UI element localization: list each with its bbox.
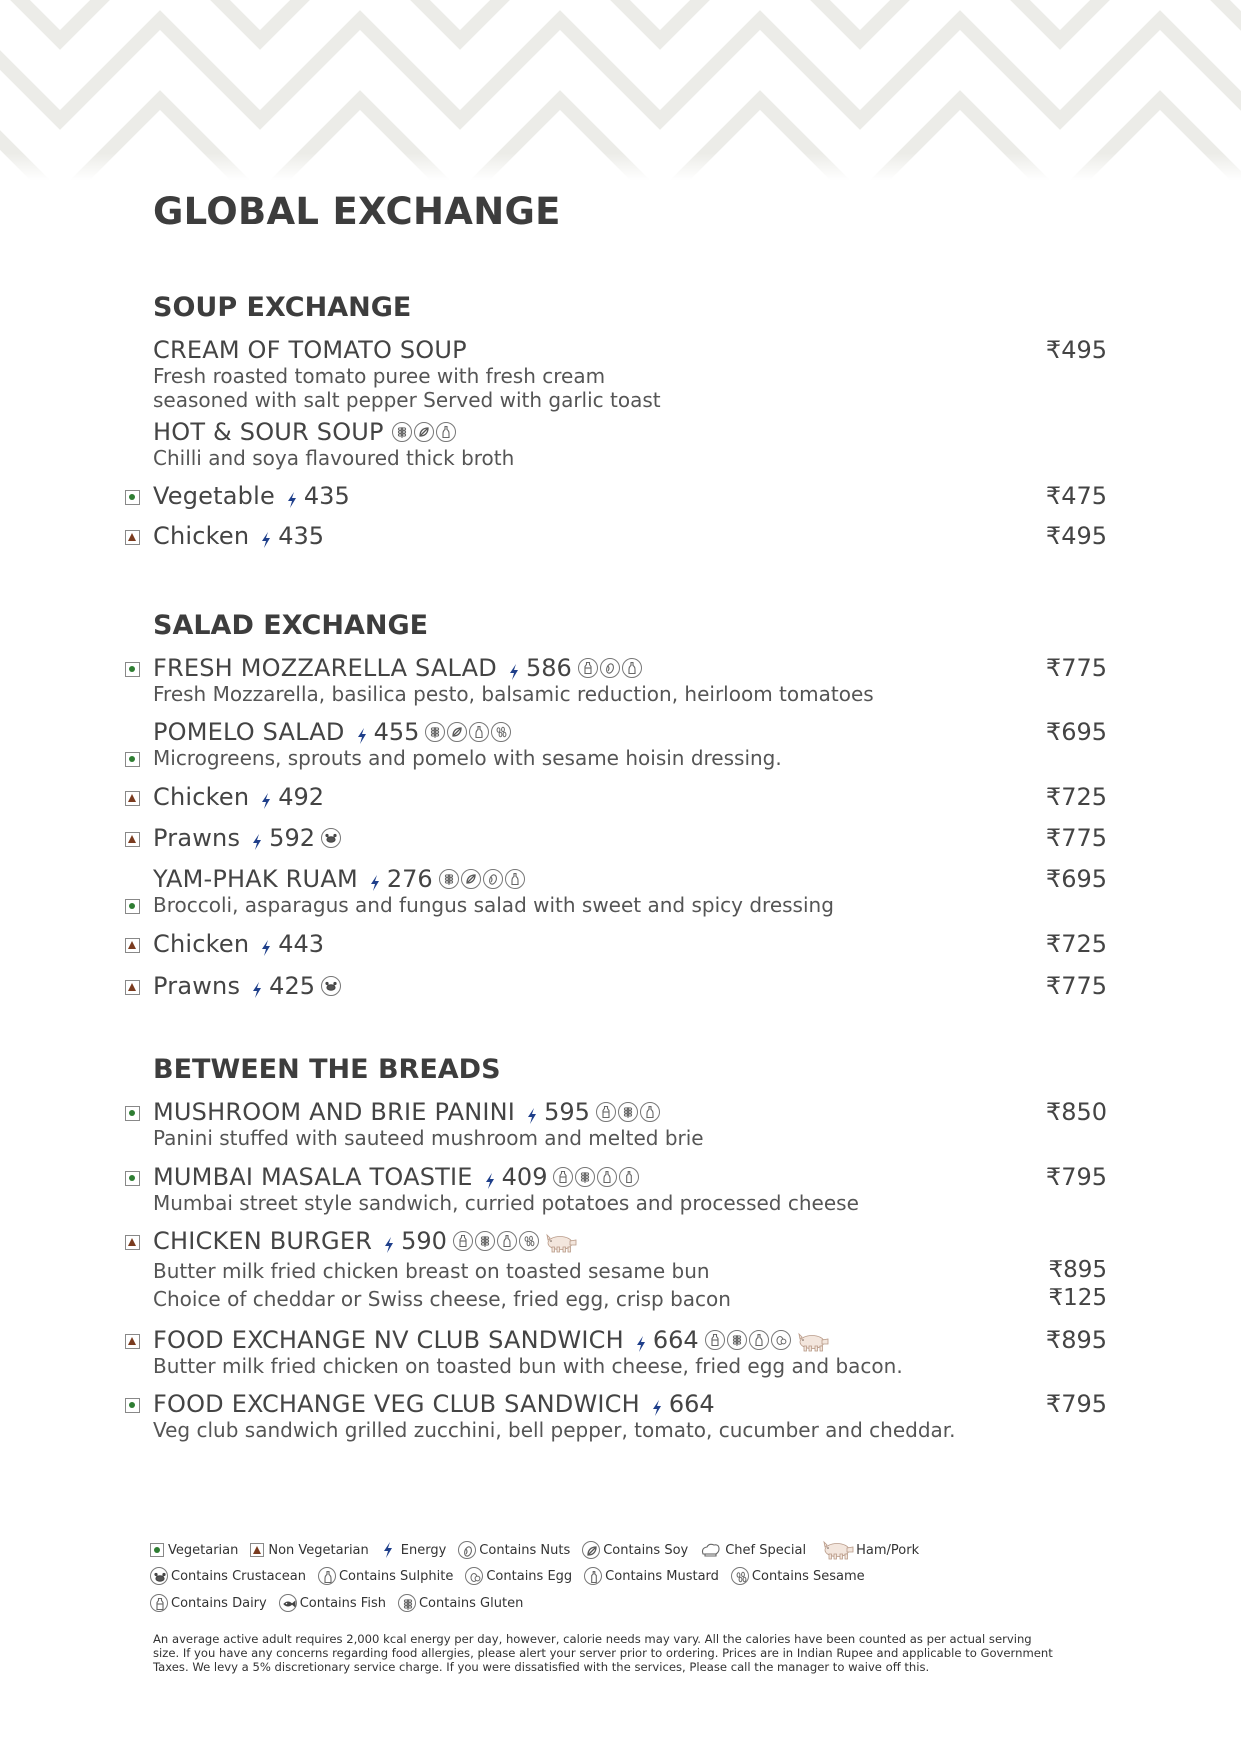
calorie-count: 435 xyxy=(303,482,350,510)
menu-item-price: ₹125 xyxy=(1048,1285,1107,1311)
crustacean-icon xyxy=(150,1567,168,1585)
non-veg-mark-icon xyxy=(125,832,140,847)
gluten-icon xyxy=(398,1594,416,1612)
calorie-count: 409 xyxy=(501,1163,548,1191)
menu-item-name: Chicken xyxy=(153,783,250,811)
egg-icon xyxy=(465,1567,483,1585)
section-title: BETWEEN THE BREADS xyxy=(153,1054,501,1085)
menu-item-price: ₹775 xyxy=(1045,824,1107,852)
legend-label: Contains Sesame xyxy=(751,1568,865,1584)
crustacean-icon xyxy=(321,828,341,848)
menu-item-price: ₹695 xyxy=(1045,718,1107,746)
calorie-count: 276 xyxy=(386,865,433,893)
gluten-icon xyxy=(727,1330,747,1350)
pork-icon xyxy=(820,1540,856,1560)
legend-label: Contains Egg xyxy=(486,1568,573,1584)
menu-item-name: MUMBAI MASALA TOASTIE xyxy=(153,1163,473,1191)
sesame-icon xyxy=(491,722,511,742)
sesame-icon xyxy=(731,1567,749,1585)
sulphite-icon xyxy=(640,1102,660,1122)
calorie-count: 443 xyxy=(278,930,325,958)
dairy-icon xyxy=(578,658,598,678)
legend-item xyxy=(250,1543,368,1558)
energy-icon xyxy=(525,1103,539,1121)
section-title: SALAD EXCHANGE xyxy=(153,610,429,641)
energy-icon xyxy=(381,1541,395,1559)
menu-item-price: ₹495 xyxy=(1045,522,1107,550)
sulphite-icon xyxy=(318,1567,336,1585)
fish-icon xyxy=(279,1594,297,1612)
legend-label: Non Vegetarian xyxy=(268,1542,369,1558)
legend-row xyxy=(150,1594,535,1612)
menu-item-description: Chilli and soya flavoured thick broth xyxy=(153,446,515,470)
veg-mark-icon xyxy=(125,899,140,914)
legend-item xyxy=(150,1543,238,1558)
sulphite-icon xyxy=(749,1330,769,1350)
legend-item xyxy=(318,1567,453,1585)
legend-item xyxy=(150,1594,267,1612)
sulphite-icon xyxy=(597,1167,617,1187)
veg-mark-icon xyxy=(125,1171,140,1186)
calorie-count: 586 xyxy=(525,654,572,682)
energy-icon xyxy=(650,1395,664,1413)
menu-item-name: Vegetable xyxy=(153,482,275,510)
gluten-icon xyxy=(475,1231,495,1251)
menu-item-price: ₹695 xyxy=(1045,865,1107,893)
legend-row xyxy=(150,1567,877,1585)
legend-label: Contains Soy xyxy=(603,1542,689,1558)
egg-icon xyxy=(771,1330,791,1350)
veg-mark-icon xyxy=(125,1398,140,1413)
menu-item-price: ₹775 xyxy=(1045,654,1107,682)
legend-item xyxy=(818,1540,919,1560)
legend-row xyxy=(150,1540,931,1560)
menu-item-description: Butter milk fried chicken breast on toasted sesame bun xyxy=(153,1259,710,1283)
menu-item-header xyxy=(153,783,330,811)
menu-item-description: Fresh roasted tomato puree with fresh cream xyxy=(153,364,606,388)
legend-label: Chef Special xyxy=(725,1542,807,1558)
energy-icon xyxy=(250,829,264,847)
legend-item xyxy=(465,1567,572,1585)
menu-item-header xyxy=(153,972,343,1000)
dairy-icon xyxy=(150,1594,168,1612)
menu-item-name: FOOD EXCHANGE VEG CLUB SANDWICH xyxy=(153,1390,640,1418)
menu-item-price: ₹795 xyxy=(1045,1390,1107,1418)
legend-label: Contains Sulphite xyxy=(338,1568,454,1584)
legend-label: Contains Dairy xyxy=(171,1595,267,1611)
menu-item-description: Broccoli, asparagus and fungus salad with sweet and spicy dressing xyxy=(153,893,834,917)
legend-label: Vegetarian xyxy=(168,1542,239,1558)
chef-special-icon xyxy=(700,1542,722,1558)
energy-icon xyxy=(355,723,369,741)
non-veg-mark-icon xyxy=(125,1334,140,1349)
veg-mark-icon xyxy=(125,752,140,767)
calorie-count: 664 xyxy=(668,1390,715,1418)
menu-item-header xyxy=(153,865,527,893)
legend-item xyxy=(582,1541,688,1559)
menu-item-name: Prawns xyxy=(153,824,241,852)
calorie-count: 592 xyxy=(269,824,315,852)
menu-item-name: HOT & SOUR SOUP xyxy=(153,418,384,446)
energy-icon xyxy=(285,487,299,505)
menu-item-name: Prawns xyxy=(153,972,241,1000)
menu-item-header xyxy=(153,482,356,510)
dairy-icon xyxy=(553,1167,573,1187)
menu-item-name: CHICKEN BURGER xyxy=(153,1227,373,1255)
legend-item xyxy=(731,1567,865,1585)
menu-item-price: ₹795 xyxy=(1045,1163,1107,1191)
legend-item xyxy=(398,1594,523,1612)
mustard-icon xyxy=(584,1567,602,1585)
calorie-count: 492 xyxy=(278,783,325,811)
non-veg-mark-icon xyxy=(250,1543,264,1557)
pork-icon xyxy=(543,1231,579,1251)
energy-icon xyxy=(259,788,273,806)
non-veg-mark-icon xyxy=(125,530,140,545)
menu-item-header xyxy=(153,1390,721,1418)
nuts-icon xyxy=(600,658,620,678)
menu-item-price: ₹775 xyxy=(1045,972,1107,1000)
calorie-count: 590 xyxy=(401,1227,447,1255)
sulphite-icon xyxy=(505,869,525,889)
calorie-count: 664 xyxy=(652,1326,699,1354)
energy-icon xyxy=(259,935,273,953)
menu-item-price: ₹895 xyxy=(1045,1326,1107,1354)
menu-item-description: Choice of cheddar or Swiss cheese, fried egg, crisp bacon xyxy=(153,1287,731,1311)
legend-label: Contains Fish xyxy=(299,1595,386,1611)
legend-item xyxy=(279,1594,386,1612)
menu-item-header xyxy=(153,336,467,364)
sulphite-icon xyxy=(469,722,489,742)
energy-icon xyxy=(368,870,382,888)
energy-icon xyxy=(507,659,521,677)
gluten-icon xyxy=(575,1167,595,1187)
calorie-count: 435 xyxy=(278,522,325,550)
legend-label: Ham/Pork xyxy=(856,1542,920,1558)
veg-mark-icon xyxy=(125,1106,140,1121)
menu-item-header xyxy=(153,1227,579,1255)
crustacean-icon xyxy=(321,976,341,996)
menu-item-description: Microgreens, sprouts and pomelo with sesame hoisin dressing. xyxy=(153,746,782,770)
sulphite-icon xyxy=(436,422,456,442)
section-title: SOUP EXCHANGE xyxy=(153,292,412,323)
menu-item-header xyxy=(153,654,644,682)
mustard-icon xyxy=(619,1167,639,1187)
nuts-icon xyxy=(483,869,503,889)
dairy-icon xyxy=(596,1102,616,1122)
menu-item-header xyxy=(153,1098,662,1126)
menu-item-price: ₹475 xyxy=(1045,482,1107,510)
legend-item xyxy=(150,1567,306,1585)
menu-item-name: MUSHROOM AND BRIE PANINI xyxy=(153,1098,516,1126)
legend-item xyxy=(700,1542,806,1558)
page-title: GLOBAL EXCHANGE xyxy=(153,190,561,233)
menu-item-header xyxy=(153,1326,831,1354)
menu-item-name: Chicken xyxy=(153,522,250,550)
legend-label: Energy xyxy=(400,1542,447,1558)
gluten-icon xyxy=(618,1102,638,1122)
menu-item-name: FRESH MOZZARELLA SALAD xyxy=(153,654,497,682)
menu-item-header xyxy=(153,522,330,550)
energy-icon xyxy=(634,1331,648,1349)
menu-item-price: ₹495 xyxy=(1045,336,1107,364)
footnote: An average active adult requires 2,000 kcal energy per day, however, calorie needs may vary. All the calories have been counted as per actual serving size. If you have any concerns regarding food allergies, please alert your server prior to ordering. Prices are in Indian Rupee and applicable to Government Taxes. We levy a 5% discretionary service charge. If you were dissatisfied with the services, Please call the manager to waive off this. xyxy=(153,1632,1053,1674)
menu-item-header xyxy=(153,718,513,746)
calorie-count: 425 xyxy=(269,972,315,1000)
veg-mark-icon xyxy=(125,490,140,505)
gluten-icon xyxy=(392,422,412,442)
sulphite-icon xyxy=(622,658,642,678)
menu-item-description: Butter milk fried chicken on toasted bun with cheese, fried egg and bacon. xyxy=(153,1354,903,1378)
legend-item xyxy=(584,1567,719,1585)
sulphite-icon xyxy=(497,1231,517,1251)
menu-item-name: POMELO SALAD xyxy=(153,718,345,746)
soy-icon xyxy=(582,1541,600,1559)
nuts-icon xyxy=(458,1541,476,1559)
legend-label: Contains Gluten xyxy=(418,1595,524,1611)
dairy-icon xyxy=(453,1231,473,1251)
menu-item-header xyxy=(153,824,343,852)
veg-mark-icon xyxy=(150,1543,164,1557)
sesame-icon xyxy=(519,1231,539,1251)
legend-label: Contains Crustacean xyxy=(171,1568,306,1584)
energy-icon xyxy=(483,1168,497,1186)
legend-item xyxy=(381,1541,447,1559)
soy-icon xyxy=(414,422,434,442)
menu-item-price: ₹850 xyxy=(1045,1098,1107,1126)
calorie-count: 455 xyxy=(373,718,420,746)
menu-item-price: ₹725 xyxy=(1045,930,1107,958)
legend-item xyxy=(458,1541,570,1559)
menu-item-header xyxy=(153,418,458,446)
menu-item-description: seasoned with salt pepper Served with garlic toast xyxy=(153,388,661,412)
pork-icon xyxy=(795,1330,831,1350)
menu-item-description: Panini stuffed with sauteed mushroom and melted brie xyxy=(153,1126,704,1150)
menu-item-price: ₹725 xyxy=(1045,783,1107,811)
decorative-chevron-background xyxy=(0,0,1241,180)
menu-item-description: Mumbai street style sandwich, curried potatoes and processed cheese xyxy=(153,1191,859,1215)
gluten-icon xyxy=(439,869,459,889)
menu-item-name: FOOD EXCHANGE NV CLUB SANDWICH xyxy=(153,1326,624,1354)
soy-icon xyxy=(461,869,481,889)
non-veg-mark-icon xyxy=(125,980,140,995)
menu-item-name: CREAM OF TOMATO SOUP xyxy=(153,336,467,364)
soy-icon xyxy=(447,722,467,742)
menu-item-name: YAM-PHAK RUAM xyxy=(153,865,358,893)
legend-label: Contains Mustard xyxy=(605,1568,719,1584)
non-veg-mark-icon xyxy=(125,1235,140,1250)
gluten-icon xyxy=(425,722,445,742)
menu-item-description: Veg club sandwich grilled zucchini, bell pepper, tomato, cucumber and cheddar. xyxy=(153,1418,956,1442)
energy-icon xyxy=(382,1232,396,1250)
veg-mark-icon xyxy=(125,662,140,677)
menu-item-header xyxy=(153,1163,641,1191)
energy-icon xyxy=(250,977,264,995)
calorie-count: 595 xyxy=(544,1098,590,1126)
menu-item-name: Chicken xyxy=(153,930,250,958)
dairy-icon xyxy=(705,1330,725,1350)
energy-icon xyxy=(259,527,273,545)
non-veg-mark-icon xyxy=(125,791,140,806)
non-veg-mark-icon xyxy=(125,938,140,953)
menu-item-header xyxy=(153,930,330,958)
menu-item-description: Fresh Mozzarella, basilica pesto, balsamic reduction, heirloom tomatoes xyxy=(153,682,874,706)
menu-item-price: ₹895 xyxy=(1048,1257,1107,1283)
legend-label: Contains Nuts xyxy=(479,1542,571,1558)
